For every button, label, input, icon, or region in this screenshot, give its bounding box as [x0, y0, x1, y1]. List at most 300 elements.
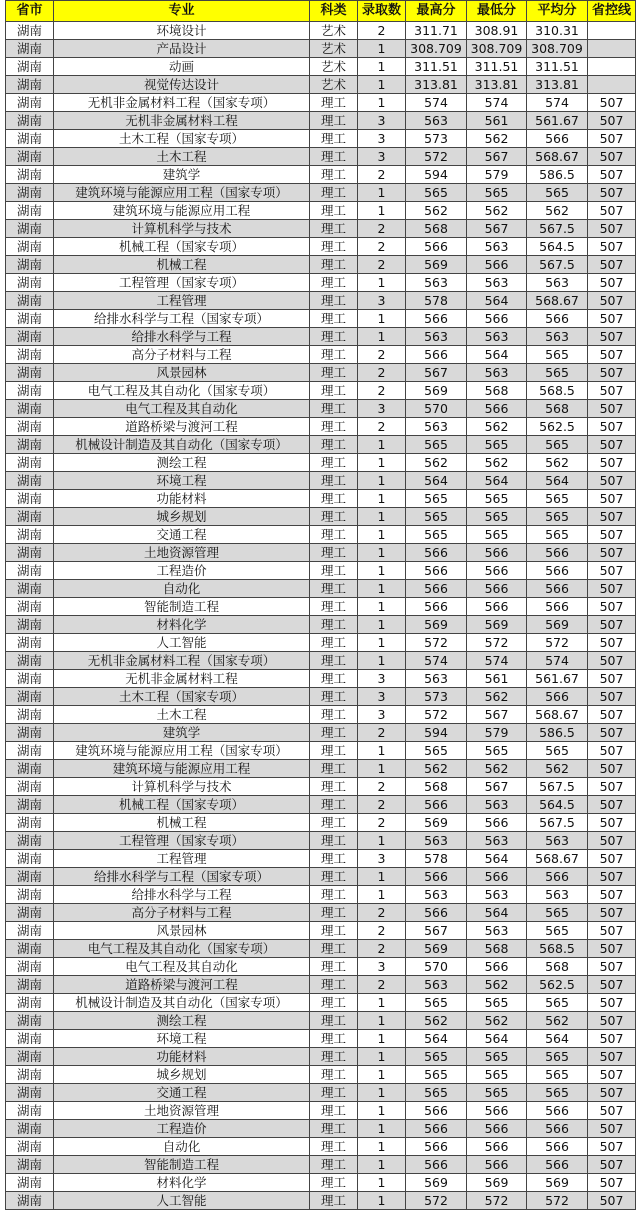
cell-max-score: 578 — [406, 850, 467, 868]
cell-admitted: 1 — [358, 652, 406, 670]
cell-control-line: 507 — [588, 832, 636, 850]
table-row — [6, 1120, 636, 1138]
table-row — [6, 328, 636, 346]
cell-avg-score: 565 — [527, 1066, 588, 1084]
table-row — [6, 148, 636, 166]
table-row — [6, 904, 636, 922]
cell-province: 湖南 — [6, 940, 54, 958]
cell-min-score: 563 — [467, 886, 527, 904]
cell-control-line: 507 — [588, 418, 636, 436]
cell-admitted: 3 — [358, 850, 406, 868]
cell-admitted: 2 — [358, 22, 406, 40]
cell-min-score: 566 — [467, 562, 527, 580]
header-max-score: 最高分 — [406, 1, 467, 22]
cell-min-score: 562 — [467, 202, 527, 220]
cell-admitted: 1 — [358, 616, 406, 634]
cell-province: 湖南 — [6, 1012, 54, 1030]
table-row — [6, 1030, 636, 1048]
cell-admitted: 3 — [358, 400, 406, 418]
table-row — [6, 202, 636, 220]
cell-avg-score: 565 — [527, 1048, 588, 1066]
cell-max-score: 567 — [406, 364, 467, 382]
cell-avg-score: 562 — [527, 1012, 588, 1030]
cell-admitted: 1 — [358, 994, 406, 1012]
cell-max-score: 569 — [406, 616, 467, 634]
table-row — [6, 742, 636, 760]
cell-max-score: 562 — [406, 454, 467, 472]
cell-major: 建筑环境与能源应用工程 — [54, 760, 310, 778]
cell-avg-score: 569 — [527, 616, 588, 634]
cell-control-line: 507 — [588, 328, 636, 346]
cell-province: 湖南 — [6, 472, 54, 490]
table-row — [6, 508, 636, 526]
table-row — [6, 706, 636, 724]
cell-admitted: 3 — [358, 706, 406, 724]
table-row — [6, 40, 636, 58]
cell-province: 湖南 — [6, 832, 54, 850]
cell-major: 材料化学 — [54, 616, 310, 634]
cell-min-score: 563 — [467, 796, 527, 814]
cell-control-line — [588, 40, 636, 58]
cell-avg-score: 565 — [527, 346, 588, 364]
cell-major: 土木工程 — [54, 148, 310, 166]
cell-min-score: 566 — [467, 400, 527, 418]
cell-major: 风景园林 — [54, 922, 310, 940]
cell-admitted: 1 — [358, 1138, 406, 1156]
cell-control-line: 507 — [588, 1048, 636, 1066]
cell-admitted: 2 — [358, 256, 406, 274]
cell-admitted: 1 — [358, 562, 406, 580]
cell-category: 理工 — [310, 652, 358, 670]
cell-min-score: 565 — [467, 1048, 527, 1066]
cell-avg-score: 568 — [527, 958, 588, 976]
cell-major: 无机非金属材料工程（国家专项） — [54, 652, 310, 670]
cell-province: 湖南 — [6, 310, 54, 328]
cell-category: 艺术 — [310, 76, 358, 94]
cell-avg-score: 566 — [527, 130, 588, 148]
cell-major: 机械工程 — [54, 256, 310, 274]
cell-control-line: 507 — [588, 922, 636, 940]
cell-max-score: 308.709 — [406, 40, 467, 58]
cell-category: 理工 — [310, 598, 358, 616]
cell-major: 环境设计 — [54, 22, 310, 40]
cell-province: 湖南 — [6, 1102, 54, 1120]
cell-admitted: 1 — [358, 94, 406, 112]
cell-avg-score: 563 — [527, 274, 588, 292]
cell-admitted: 2 — [358, 364, 406, 382]
cell-control-line: 507 — [588, 508, 636, 526]
cell-min-score: 565 — [467, 742, 527, 760]
cell-max-score: 569 — [406, 256, 467, 274]
table-row — [6, 526, 636, 544]
cell-avg-score: 568.5 — [527, 382, 588, 400]
cell-max-score: 568 — [406, 220, 467, 238]
cell-admitted: 2 — [358, 346, 406, 364]
cell-major: 电气工程及其自动化（国家专项） — [54, 382, 310, 400]
cell-major: 机械工程（国家专项） — [54, 238, 310, 256]
cell-control-line: 507 — [588, 1192, 636, 1210]
cell-category: 理工 — [310, 994, 358, 1012]
cell-avg-score: 310.31 — [527, 22, 588, 40]
cell-admitted: 1 — [358, 310, 406, 328]
cell-avg-score: 568.67 — [527, 706, 588, 724]
cell-min-score: 567 — [467, 706, 527, 724]
cell-min-score: 308.91 — [467, 22, 527, 40]
table-row — [6, 652, 636, 670]
table-row — [6, 130, 636, 148]
cell-max-score: 563 — [406, 328, 467, 346]
cell-category: 理工 — [310, 796, 358, 814]
cell-avg-score: 564 — [527, 1030, 588, 1048]
cell-major: 动画 — [54, 58, 310, 76]
cell-min-score: 566 — [467, 1156, 527, 1174]
cell-avg-score: 308.709 — [527, 40, 588, 58]
cell-control-line: 507 — [588, 490, 636, 508]
cell-max-score: 566 — [406, 580, 467, 598]
table-row — [6, 310, 636, 328]
cell-province: 湖南 — [6, 1138, 54, 1156]
cell-major: 机械工程 — [54, 814, 310, 832]
cell-major: 智能制造工程 — [54, 598, 310, 616]
cell-min-score: 567 — [467, 778, 527, 796]
cell-min-score: 311.51 — [467, 58, 527, 76]
cell-major: 道路桥梁与渡河工程 — [54, 976, 310, 994]
cell-control-line: 507 — [588, 724, 636, 742]
table-row — [6, 724, 636, 742]
cell-admitted: 2 — [358, 382, 406, 400]
table-row — [6, 472, 636, 490]
cell-avg-score: 568.67 — [527, 850, 588, 868]
cell-major: 测绘工程 — [54, 1012, 310, 1030]
cell-avg-score: 566 — [527, 1102, 588, 1120]
cell-control-line: 507 — [588, 958, 636, 976]
cell-category: 理工 — [310, 130, 358, 148]
table-row — [6, 454, 636, 472]
cell-max-score: 563 — [406, 418, 467, 436]
cell-province: 湖南 — [6, 1030, 54, 1048]
cell-admitted: 2 — [358, 976, 406, 994]
cell-max-score: 573 — [406, 688, 467, 706]
cell-min-score: 566 — [467, 1120, 527, 1138]
cell-control-line: 507 — [588, 310, 636, 328]
cell-province: 湖南 — [6, 292, 54, 310]
cell-major: 人工智能 — [54, 1192, 310, 1210]
cell-avg-score: 567.5 — [527, 256, 588, 274]
cell-max-score: 566 — [406, 238, 467, 256]
cell-category: 理工 — [310, 418, 358, 436]
cell-category: 理工 — [310, 688, 358, 706]
cell-min-score: 579 — [467, 166, 527, 184]
cell-major: 机械工程（国家专项） — [54, 796, 310, 814]
cell-major: 建筑环境与能源应用工程（国家专项） — [54, 184, 310, 202]
cell-admitted: 2 — [358, 796, 406, 814]
cell-min-score: 562 — [467, 130, 527, 148]
cell-control-line: 507 — [588, 364, 636, 382]
cell-major: 环境工程 — [54, 472, 310, 490]
cell-admitted: 2 — [358, 814, 406, 832]
cell-admitted: 1 — [358, 436, 406, 454]
cell-admitted: 1 — [358, 184, 406, 202]
table-row — [6, 958, 636, 976]
cell-control-line: 507 — [588, 670, 636, 688]
cell-avg-score: 562 — [527, 760, 588, 778]
cell-admitted: 1 — [358, 508, 406, 526]
cell-major: 交通工程 — [54, 1084, 310, 1102]
cell-min-score: 564 — [467, 1030, 527, 1048]
cell-min-score: 568 — [467, 940, 527, 958]
cell-province: 湖南 — [6, 922, 54, 940]
cell-avg-score: 566 — [527, 1156, 588, 1174]
cell-control-line: 507 — [588, 796, 636, 814]
cell-province: 湖南 — [6, 1174, 54, 1192]
cell-max-score: 572 — [406, 634, 467, 652]
cell-admitted: 1 — [358, 1174, 406, 1192]
cell-min-score: 563 — [467, 274, 527, 292]
cell-control-line: 507 — [588, 778, 636, 796]
cell-control-line: 507 — [588, 130, 636, 148]
cell-admitted: 1 — [358, 274, 406, 292]
cell-province: 湖南 — [6, 40, 54, 58]
cell-max-score: 574 — [406, 94, 467, 112]
cell-category: 理工 — [310, 1138, 358, 1156]
cell-avg-score: 572 — [527, 634, 588, 652]
table-row — [6, 634, 636, 652]
cell-province: 湖南 — [6, 148, 54, 166]
table-row — [6, 418, 636, 436]
cell-min-score: 574 — [467, 652, 527, 670]
cell-max-score: 566 — [406, 796, 467, 814]
header-min-score: 最低分 — [467, 1, 527, 22]
cell-category: 理工 — [310, 814, 358, 832]
cell-max-score: 565 — [406, 1066, 467, 1084]
cell-max-score: 566 — [406, 1138, 467, 1156]
cell-control-line — [588, 22, 636, 40]
cell-min-score: 565 — [467, 490, 527, 508]
table-row — [6, 850, 636, 868]
cell-major: 工程管理 — [54, 850, 310, 868]
cell-major: 机械设计制造及其自动化（国家专项） — [54, 994, 310, 1012]
header-avg-score: 平均分 — [527, 1, 588, 22]
cell-major: 道路桥梁与渡河工程 — [54, 418, 310, 436]
cell-admitted: 3 — [358, 958, 406, 976]
cell-max-score: 313.81 — [406, 76, 467, 94]
cell-control-line: 507 — [588, 850, 636, 868]
cell-admitted: 2 — [358, 904, 406, 922]
cell-province: 湖南 — [6, 958, 54, 976]
cell-control-line: 507 — [588, 1174, 636, 1192]
cell-min-score: 565 — [467, 184, 527, 202]
cell-admitted: 1 — [358, 1084, 406, 1102]
cell-admitted: 2 — [358, 922, 406, 940]
cell-max-score: 565 — [406, 184, 467, 202]
table-row — [6, 1102, 636, 1120]
cell-max-score: 569 — [406, 382, 467, 400]
cell-max-score: 563 — [406, 886, 467, 904]
cell-province: 湖南 — [6, 1156, 54, 1174]
cell-max-score: 562 — [406, 760, 467, 778]
cell-category: 理工 — [310, 832, 358, 850]
cell-province: 湖南 — [6, 346, 54, 364]
cell-admitted: 1 — [358, 886, 406, 904]
cell-province: 湖南 — [6, 868, 54, 886]
cell-control-line: 507 — [588, 1030, 636, 1048]
table-row — [6, 22, 636, 40]
cell-major: 自动化 — [54, 1138, 310, 1156]
cell-category: 理工 — [310, 490, 358, 508]
cell-major: 土地资源管理 — [54, 544, 310, 562]
table-row — [6, 400, 636, 418]
cell-major: 给排水科学与工程（国家专项） — [54, 868, 310, 886]
cell-admitted: 1 — [358, 1120, 406, 1138]
cell-control-line: 507 — [588, 400, 636, 418]
cell-min-score: 562 — [467, 976, 527, 994]
table-row — [6, 256, 636, 274]
cell-major: 计算机科学与技术 — [54, 220, 310, 238]
cell-admitted: 1 — [358, 40, 406, 58]
cell-admitted: 1 — [358, 526, 406, 544]
cell-control-line: 507 — [588, 742, 636, 760]
cell-category: 理工 — [310, 274, 358, 292]
cell-category: 理工 — [310, 112, 358, 130]
cell-min-score: 562 — [467, 454, 527, 472]
cell-min-score: 566 — [467, 310, 527, 328]
cell-major: 视觉传达设计 — [54, 76, 310, 94]
cell-province: 湖南 — [6, 670, 54, 688]
cell-province: 湖南 — [6, 454, 54, 472]
cell-category: 理工 — [310, 1156, 358, 1174]
cell-control-line: 507 — [588, 886, 636, 904]
cell-avg-score: 565 — [527, 526, 588, 544]
cell-max-score: 572 — [406, 1192, 467, 1210]
cell-category: 理工 — [310, 148, 358, 166]
cell-avg-score: 567.5 — [527, 220, 588, 238]
cell-avg-score: 565 — [527, 184, 588, 202]
cell-major: 电气工程及其自动化 — [54, 958, 310, 976]
cell-major: 土地资源管理 — [54, 1102, 310, 1120]
cell-province: 湖南 — [6, 130, 54, 148]
cell-category: 理工 — [310, 616, 358, 634]
table-row — [6, 1156, 636, 1174]
cell-category: 艺术 — [310, 40, 358, 58]
cell-avg-score: 565 — [527, 1084, 588, 1102]
cell-major: 电气工程及其自动化（国家专项） — [54, 940, 310, 958]
cell-admitted: 1 — [358, 760, 406, 778]
cell-category: 理工 — [310, 742, 358, 760]
cell-category: 理工 — [310, 1048, 358, 1066]
cell-avg-score: 562 — [527, 202, 588, 220]
cell-max-score: 311.71 — [406, 22, 467, 40]
cell-control-line: 507 — [588, 346, 636, 364]
cell-avg-score: 561.67 — [527, 670, 588, 688]
cell-province: 湖南 — [6, 328, 54, 346]
cell-province: 湖南 — [6, 994, 54, 1012]
cell-province: 湖南 — [6, 418, 54, 436]
table-row — [6, 616, 636, 634]
cell-control-line: 507 — [588, 472, 636, 490]
cell-control-line: 507 — [588, 652, 636, 670]
cell-min-score: 566 — [467, 544, 527, 562]
cell-category: 理工 — [310, 220, 358, 238]
table-row — [6, 688, 636, 706]
cell-major: 城乡规划 — [54, 508, 310, 526]
cell-major: 给排水科学与工程（国家专项） — [54, 310, 310, 328]
table-row — [6, 760, 636, 778]
table-row — [6, 436, 636, 454]
cell-category: 理工 — [310, 472, 358, 490]
cell-province: 湖南 — [6, 778, 54, 796]
cell-province: 湖南 — [6, 1048, 54, 1066]
cell-major: 无机非金属材料工程 — [54, 112, 310, 130]
cell-admitted: 1 — [358, 1012, 406, 1030]
table-row — [6, 886, 636, 904]
cell-province: 湖南 — [6, 382, 54, 400]
cell-admitted: 1 — [358, 832, 406, 850]
cell-admitted: 1 — [358, 598, 406, 616]
cell-category: 理工 — [310, 1066, 358, 1084]
table-row — [6, 994, 636, 1012]
cell-control-line — [588, 76, 636, 94]
cell-major: 智能制造工程 — [54, 1156, 310, 1174]
table-row — [6, 58, 636, 76]
cell-category: 理工 — [310, 580, 358, 598]
cell-control-line: 507 — [588, 868, 636, 886]
cell-avg-score: 563 — [527, 886, 588, 904]
cell-major: 给排水科学与工程 — [54, 328, 310, 346]
cell-major: 计算机科学与技术 — [54, 778, 310, 796]
cell-min-score: 565 — [467, 436, 527, 454]
cell-admitted: 1 — [358, 634, 406, 652]
cell-province: 湖南 — [6, 688, 54, 706]
cell-control-line: 507 — [588, 904, 636, 922]
cell-category: 理工 — [310, 634, 358, 652]
cell-avg-score: 564.5 — [527, 796, 588, 814]
cell-major: 交通工程 — [54, 526, 310, 544]
cell-province: 湖南 — [6, 814, 54, 832]
cell-admitted: 1 — [358, 1156, 406, 1174]
cell-category: 艺术 — [310, 22, 358, 40]
cell-max-score: 566 — [406, 1120, 467, 1138]
cell-admitted: 1 — [358, 868, 406, 886]
table-row — [6, 868, 636, 886]
cell-category: 理工 — [310, 1192, 358, 1210]
cell-max-score: 566 — [406, 598, 467, 616]
cell-province: 湖南 — [6, 400, 54, 418]
cell-avg-score: 574 — [527, 652, 588, 670]
cell-min-score: 565 — [467, 994, 527, 1012]
cell-control-line: 507 — [588, 454, 636, 472]
cell-min-score: 566 — [467, 598, 527, 616]
header-control-line: 省控线 — [588, 1, 636, 22]
cell-control-line: 507 — [588, 1156, 636, 1174]
table-row — [6, 562, 636, 580]
cell-control-line: 507 — [588, 994, 636, 1012]
cell-min-score: 565 — [467, 1066, 527, 1084]
cell-min-score: 568 — [467, 382, 527, 400]
table-row — [6, 166, 636, 184]
cell-province: 湖南 — [6, 238, 54, 256]
cell-control-line: 507 — [588, 580, 636, 598]
cell-control-line — [588, 58, 636, 76]
cell-min-score: 565 — [467, 508, 527, 526]
cell-category: 理工 — [310, 1084, 358, 1102]
cell-max-score: 569 — [406, 940, 467, 958]
cell-province: 湖南 — [6, 1066, 54, 1084]
cell-province: 湖南 — [6, 94, 54, 112]
cell-min-score: 572 — [467, 1192, 527, 1210]
cell-admitted: 2 — [358, 778, 406, 796]
cell-avg-score: 565 — [527, 922, 588, 940]
table-row — [6, 814, 636, 832]
